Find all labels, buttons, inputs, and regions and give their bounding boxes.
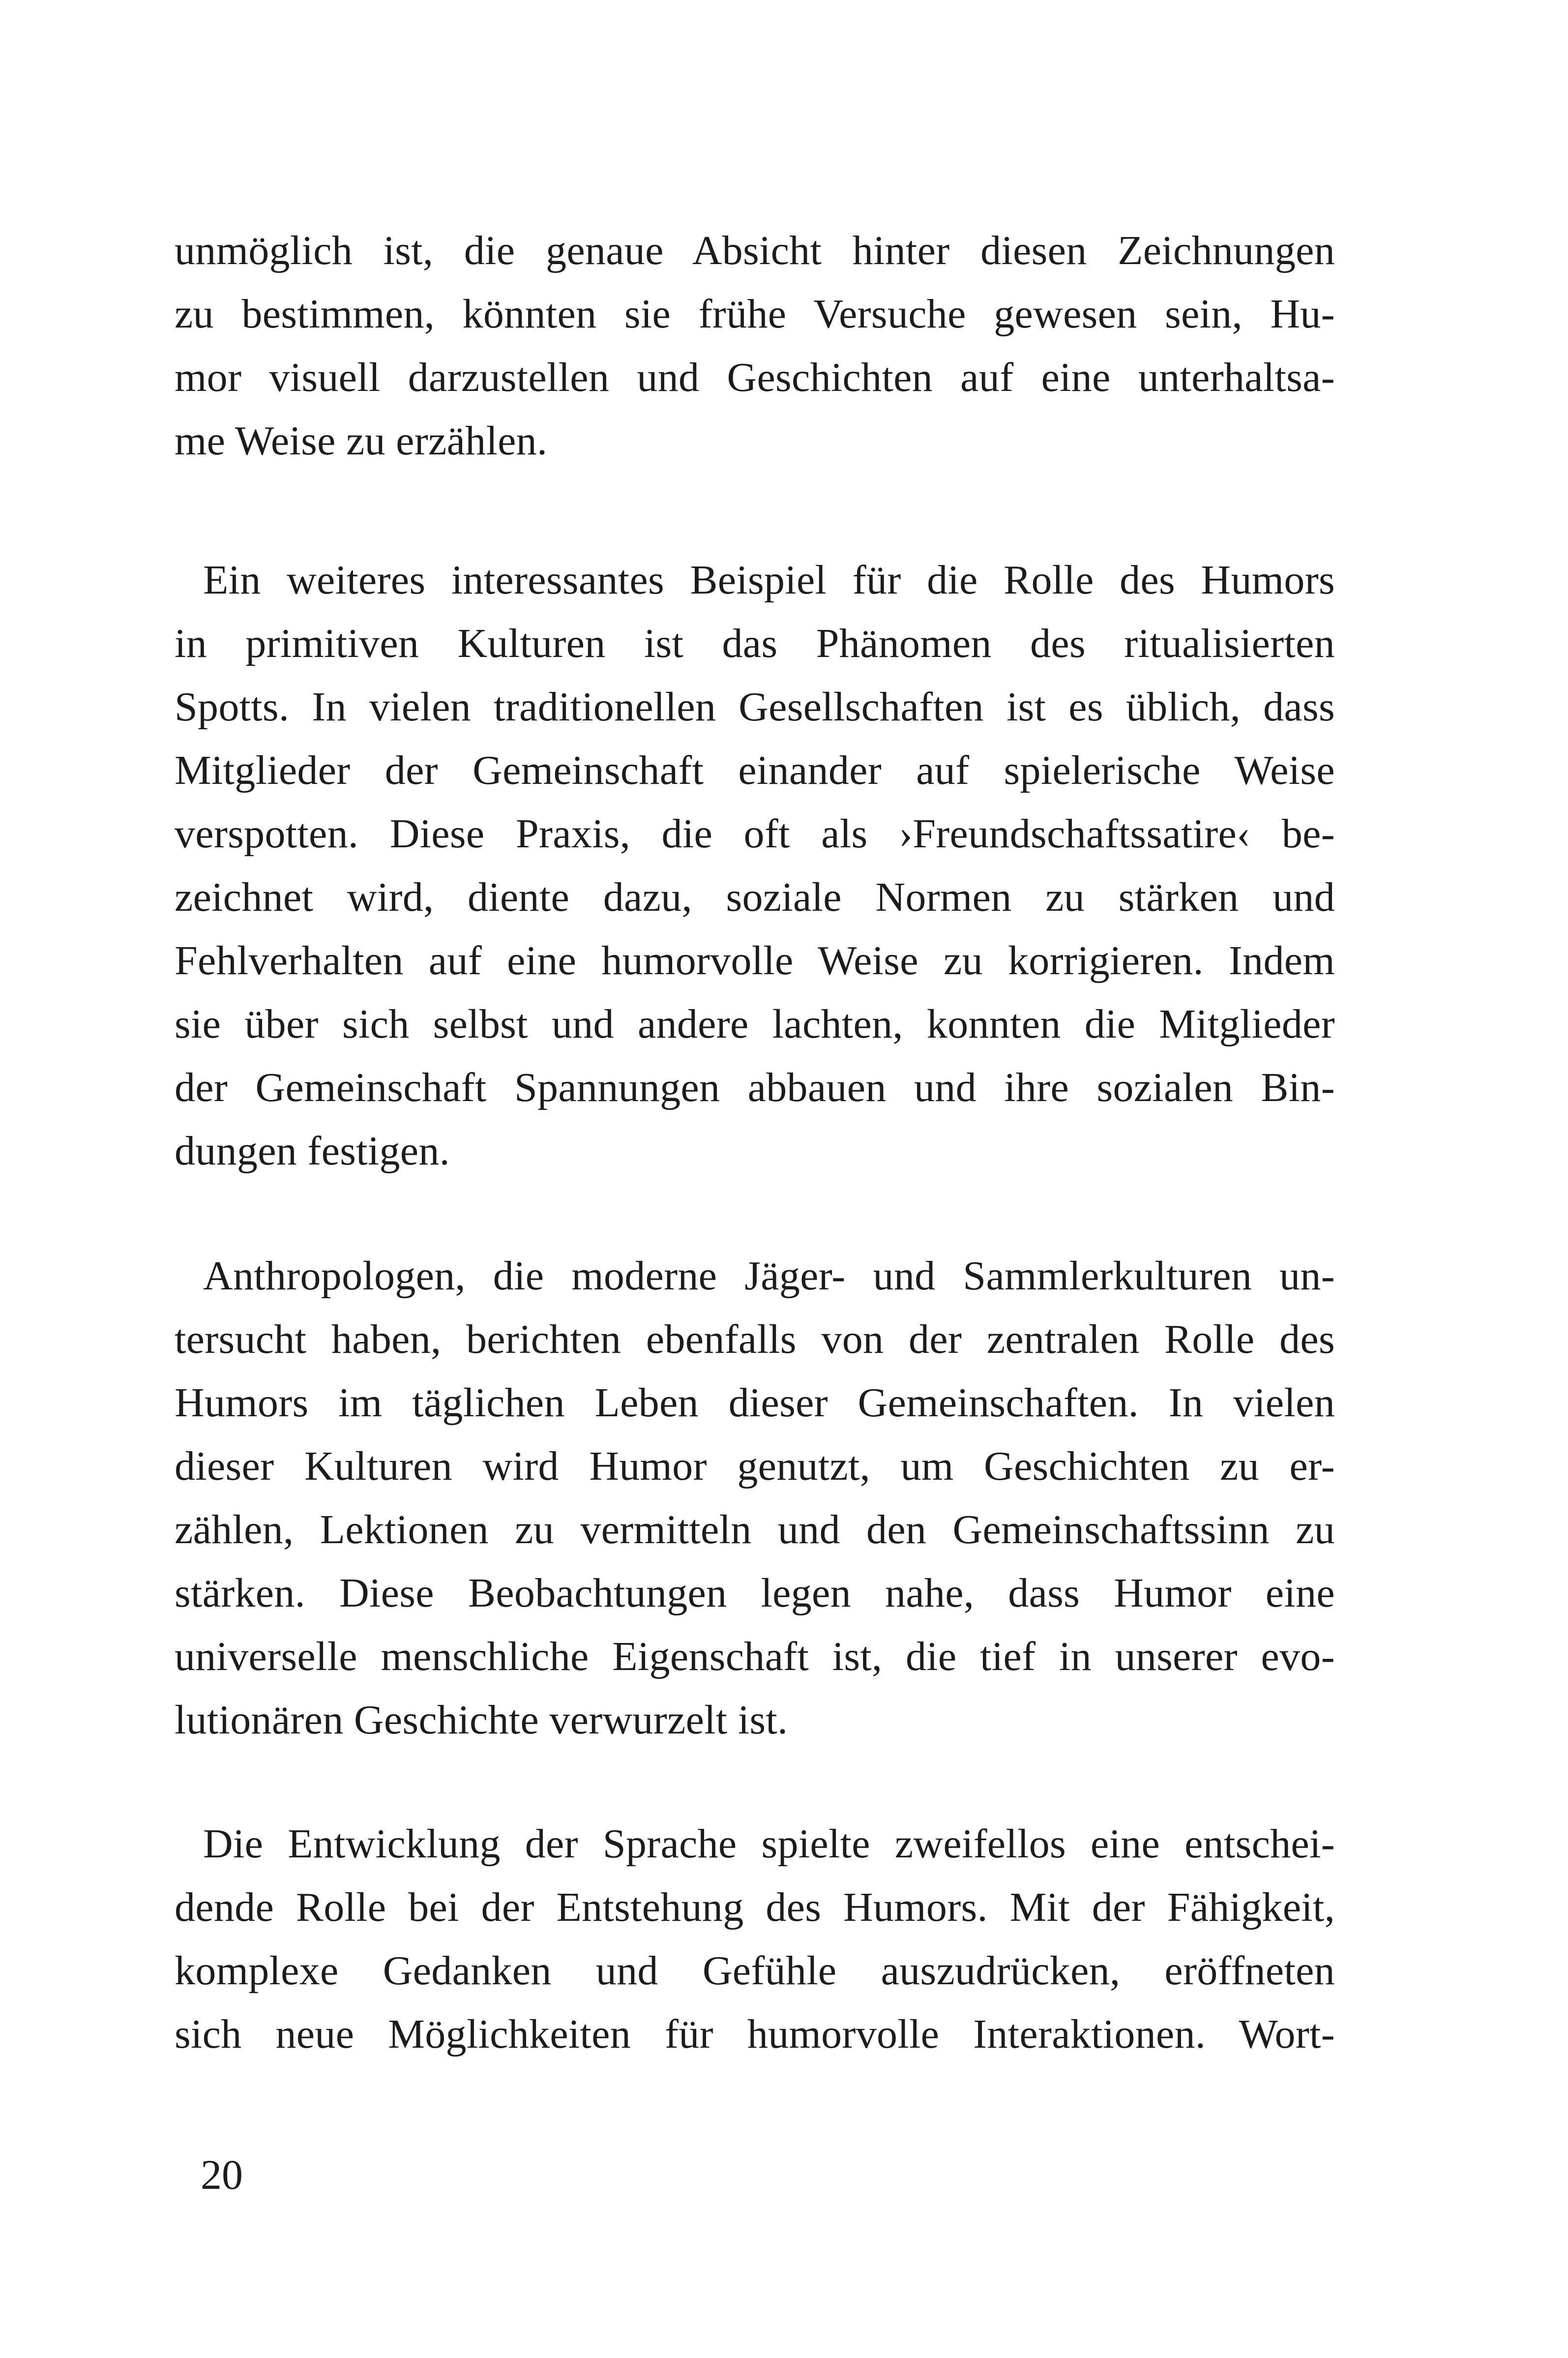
text-line: verspotten. Diese Praxis, die oft als ›Freundschaftssatire‹ be- <box>175 811 1335 857</box>
text-line: sie über sich selbst und andere lachten, konnten die Mitglieder <box>175 1001 1335 1047</box>
text-line: Spotts. In vielen traditionellen Gesellschaften ist es üblich, dass <box>175 684 1335 730</box>
text-line: me Weise zu erzählen. <box>175 418 548 464</box>
text-line: der Gemeinschaft Spannungen abbauen und ihre sozialen Bin- <box>175 1065 1335 1110</box>
text-line: komplexe Gedanken und Gefühle auszudrücken, eröffneten <box>175 1948 1335 1994</box>
text-line: zählen, Lektionen zu vermitteln und den Gemeinschaftssinn zu <box>175 1507 1335 1552</box>
text-line: unmöglich ist, die genaue Absicht hinter diesen Zeichnungen <box>175 228 1335 273</box>
paragraph-3 <box>175 1244 1335 1752</box>
paragraph-1 <box>175 219 1335 473</box>
text-line: in primitiven Kulturen ist das Phänomen des ritualisierten <box>175 621 1335 666</box>
text-line: Anthropologen, die moderne Jäger- und Sammlerkulturen un- <box>203 1253 1335 1299</box>
text-line: Fehlverhalten auf eine humorvolle Weise zu korrigieren. Indem <box>175 938 1335 984</box>
text-line: universelle menschliche Eigenschaft ist, die tief in unserer evo- <box>175 1634 1335 1679</box>
paragraph-4 <box>175 1812 1335 2066</box>
text-line: dungen festigen. <box>175 1128 450 1174</box>
text-line: sich neue Möglichkeiten für humorvolle Interaktionen. Wort- <box>175 2011 1335 2057</box>
text-line: dieser Kulturen wird Humor genutzt, um Geschichten zu er- <box>175 1443 1335 1489</box>
paragraph-2 <box>175 548 1335 1183</box>
text-line: zu bestimmen, könnten sie frühe Versuche gewesen sein, Hu- <box>175 291 1335 337</box>
text-line: Mitglieder der Gemeinschaft einander auf spielerische Weise <box>175 747 1335 793</box>
text-line: Humors im täglichen Leben dieser Gemeinschaften. In vielen <box>175 1380 1335 1426</box>
page-number: 20 <box>201 2151 243 2198</box>
text-line: dende Rolle bei der Entstehung des Humors. Mit der Fähigkeit, <box>175 1884 1335 1930</box>
text-line: mor visuell darzustellen und Geschichten auf eine unterhaltsa- <box>175 355 1335 400</box>
text-line: Ein weiteres interessantes Beispiel für die Rolle des Humors <box>203 557 1335 603</box>
text-line: zeichnet wird, diente dazu, soziale Normen zu stärken und <box>175 874 1335 920</box>
text-line: Die Entwicklung der Sprache spielte zweifellos eine entschei- <box>203 1821 1335 1867</box>
text-line: lutionären Geschichte verwurzelt ist. <box>175 1697 788 1743</box>
text-line: tersucht haben, berichten ebenfalls von der zentralen Rolle des <box>175 1316 1335 1362</box>
text-line: stärken. Diese Beobachtungen legen nahe, dass Humor eine <box>175 1570 1335 1616</box>
